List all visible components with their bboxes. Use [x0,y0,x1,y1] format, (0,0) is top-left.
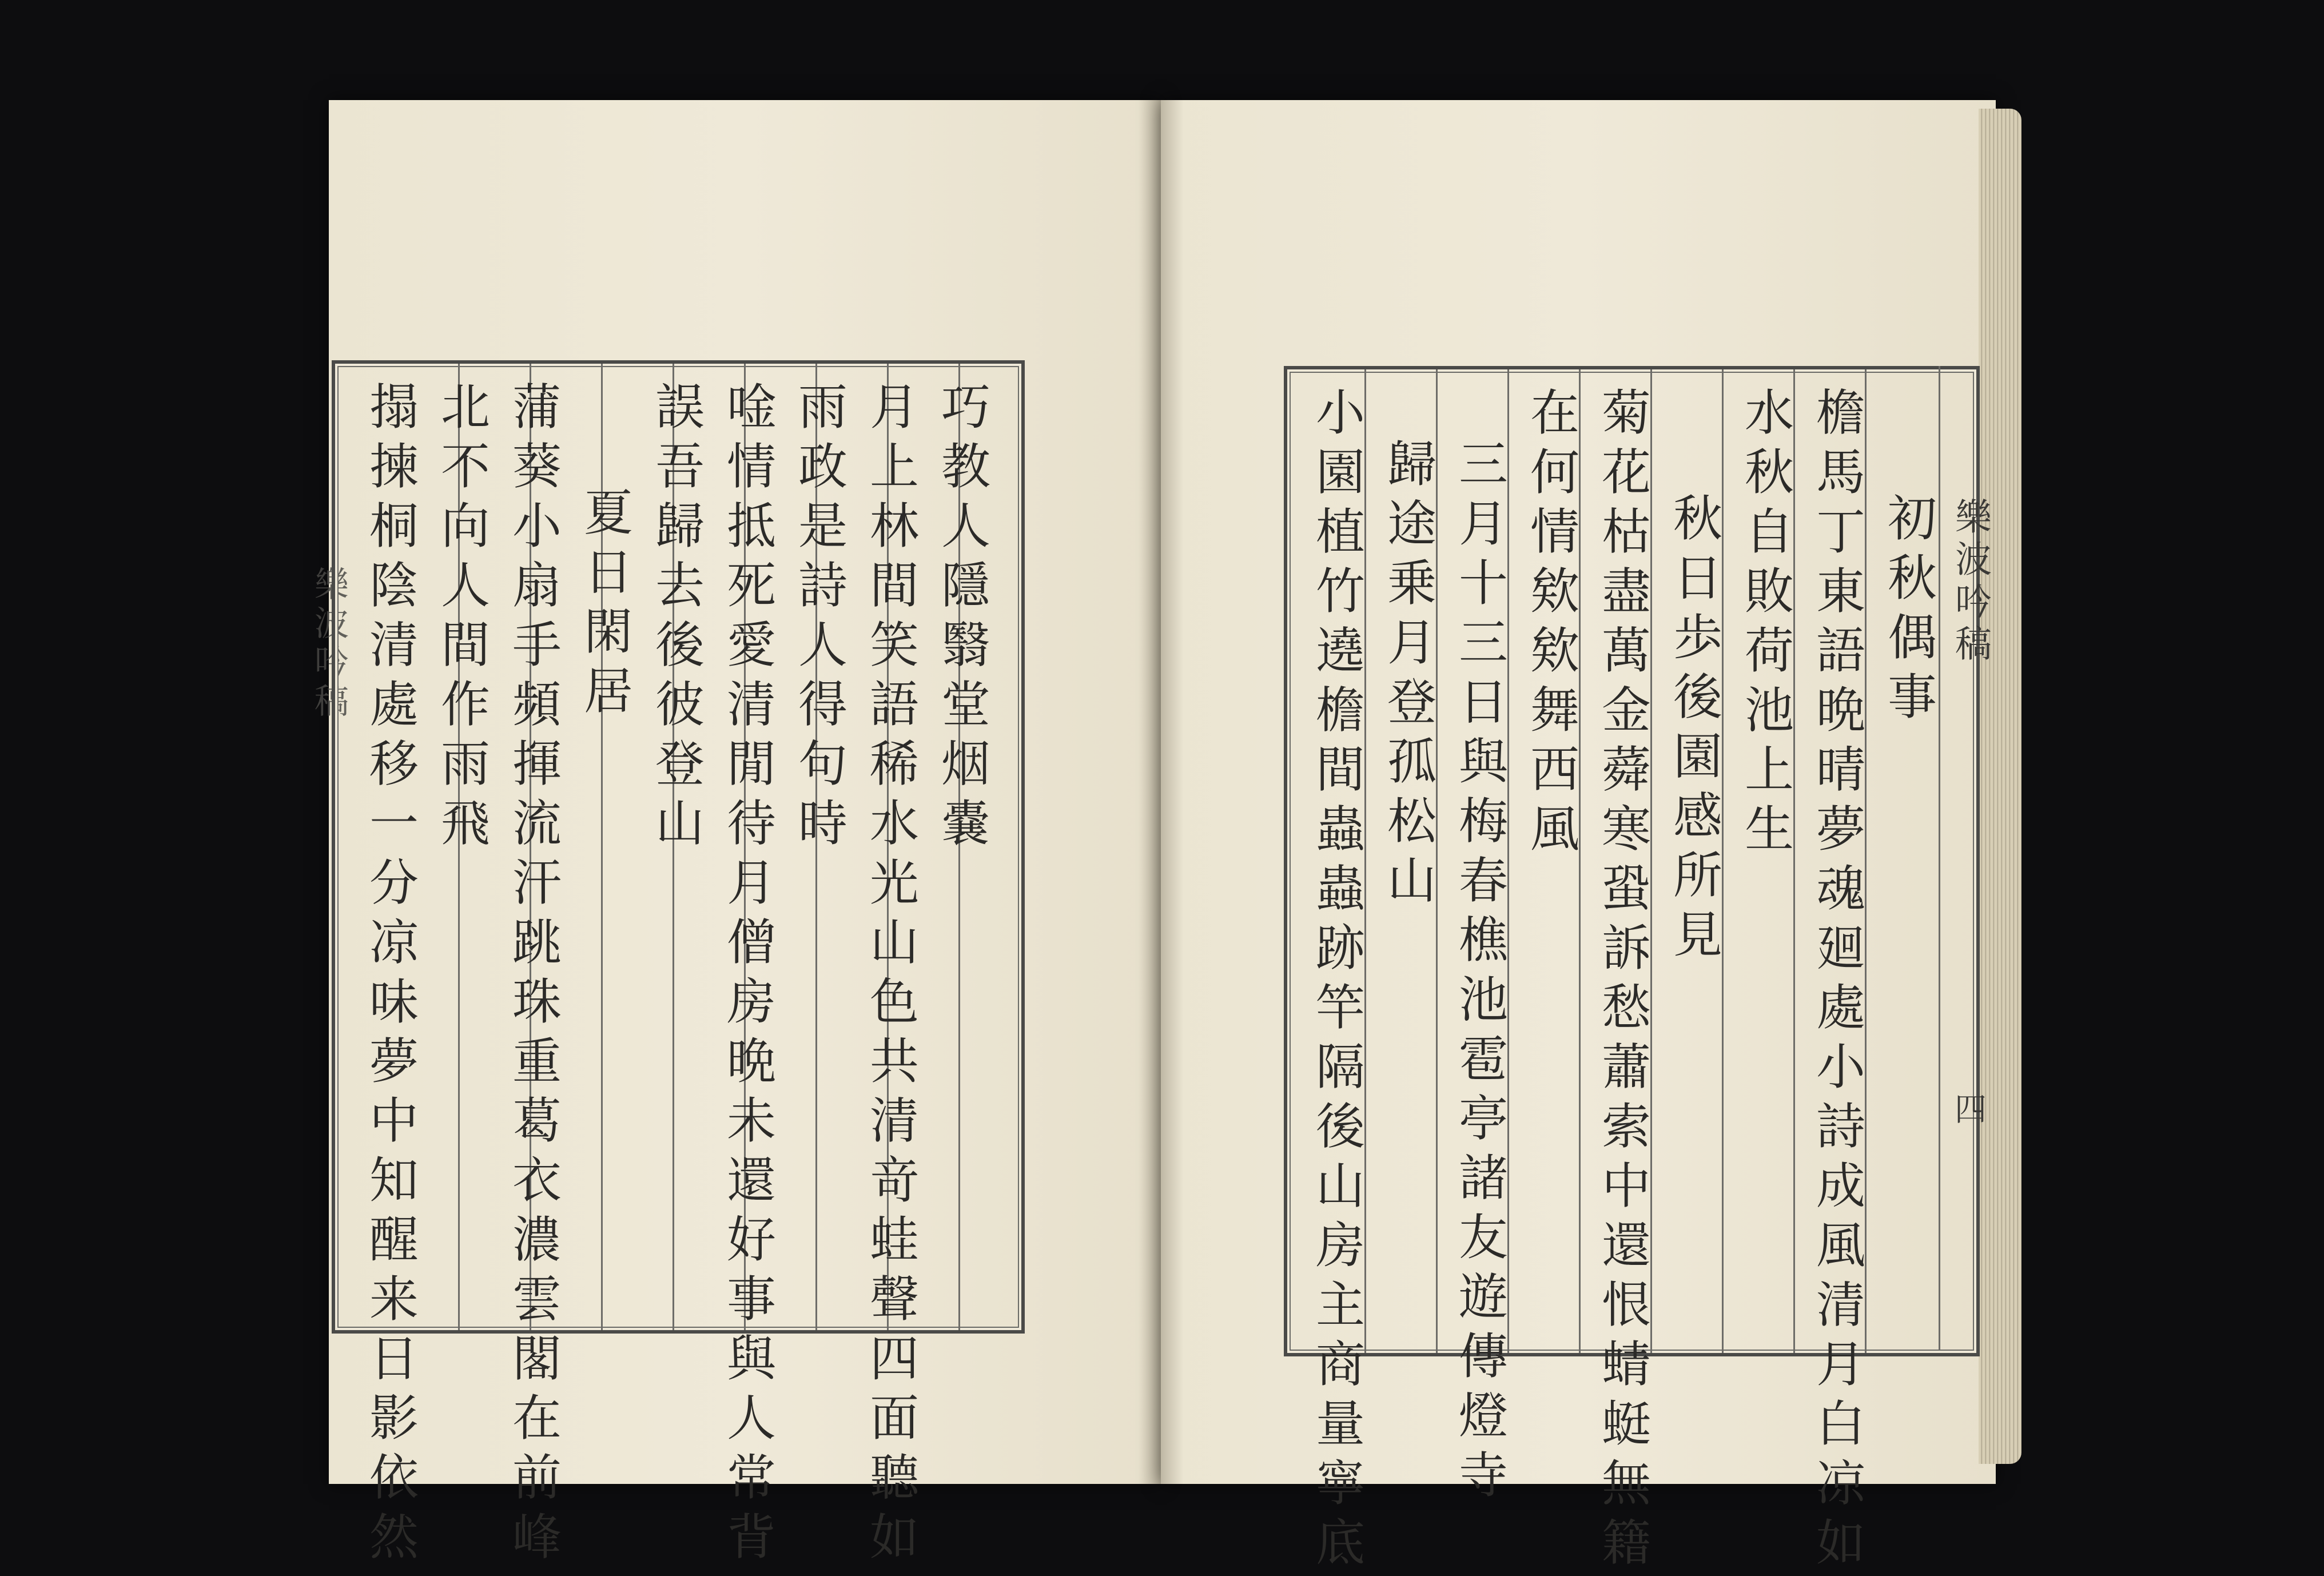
page-edges [1979,109,2021,1464]
book-gutter [1138,100,1184,1484]
text-column: 在何情欸欸舞西風 [1522,387,1579,862]
text-column: 檐馬丁東語晩晴夢魂廻處小詩成風清月白凉如 [1808,387,1865,1576]
poem-title: 秋日歩後園感所見 [1665,492,1722,968]
text-column: 菊花枯盡萬金蕣寒蛩訴愁蕭索中還恨蜻蜓無籍 [1593,387,1650,1576]
text-column: 唫情抵死愛清閒待月僧房晩未還好事與人常背 [718,381,775,1570]
folio-title: 樂波吟稿 [1949,498,1991,667]
text-column: 水秋自敗荷池上生 [1736,387,1793,862]
folio-strip [1939,366,1991,1350]
poem-title: 歸途乗月登孤松山 [1379,438,1436,914]
right-text-frame [1284,366,1980,1576]
poem-title: 夏日閑居 [575,487,632,725]
left-text-frame [332,360,1025,1570]
poem-title: 三月十三日與梅春樵池雹亭諸友遊傳燈寺 [1450,438,1507,1509]
text-column: 雨政是詩人得句時 [790,381,847,857]
poem-title: 初秋偶事 [1879,492,1936,730]
text-column: 月上林間笑語稀水光山色共清竒蛙聲四面聽如 [861,381,918,1570]
text-column: 搨揀桐陰清處移一分凉味夢中知醒来日影依然 [361,381,418,1570]
folio-number: 四 [1949,1092,1987,1124]
text-column: 誤吾歸去後彼登山 [647,381,704,857]
text-column: 小園植竹遶檐間蟲蟲跡竿隔後山房主商量寧底 [1307,387,1364,1576]
left-margin-label: 樂波吟稿 [309,566,349,722]
text-column: 蒲葵小扇手頻揮流汗跳珠重葛衣濃雲閣在前峰 [504,381,561,1570]
text-column: 巧教人隱翳堂烟嚢 [933,381,990,857]
text-column: 北不向人間作雨飛 [432,381,490,857]
